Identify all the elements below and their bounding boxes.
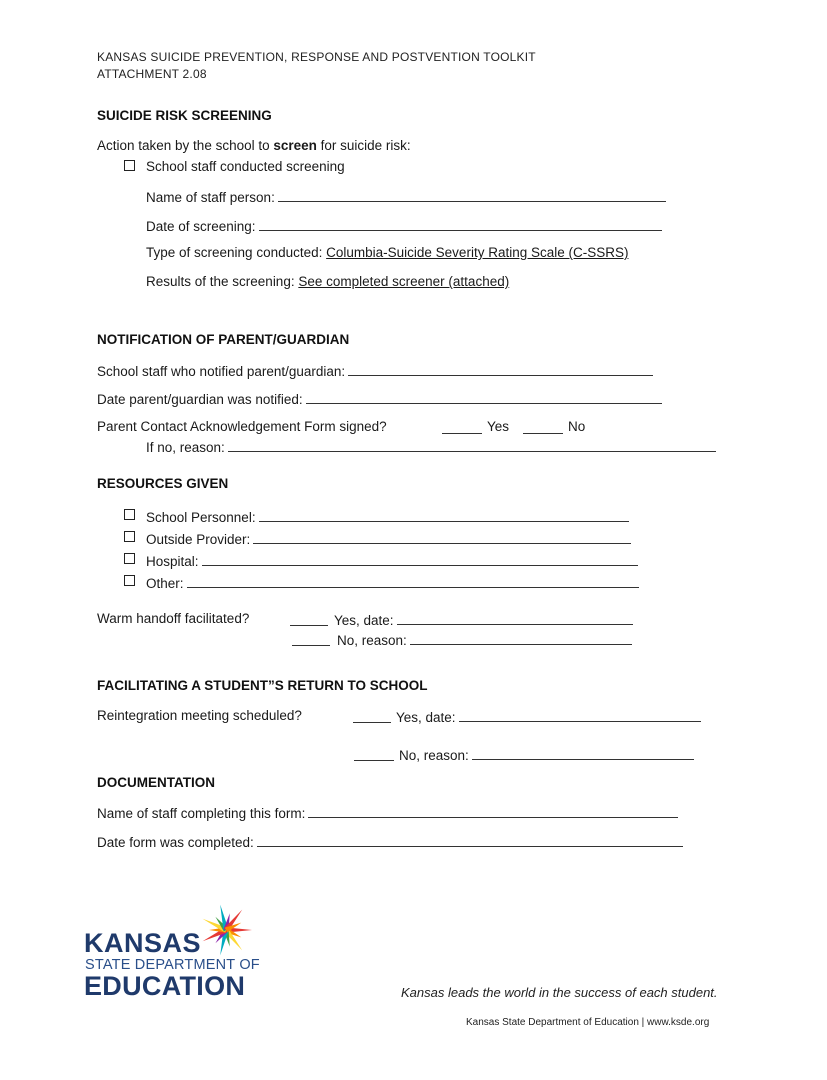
field-screening-date-input[interactable] <box>259 218 662 231</box>
field-staff-person-label: Name of staff person: <box>146 190 275 205</box>
resource-school-personnel-input[interactable] <box>259 509 629 522</box>
field-notification-date-label: Date parent/guardian was notified: <box>97 392 303 407</box>
field-no-reason-label: If no, reason: <box>146 440 225 455</box>
document-header-title: KANSAS SUICIDE PREVENTION, RESPONSE AND POSTVENTION TOOLKIT <box>97 50 536 64</box>
resource-other-label: Other: <box>146 576 184 591</box>
section-heading-resources: RESOURCES GIVEN <box>97 476 229 491</box>
field-screening-results-value: See completed screener (attached) <box>298 274 510 289</box>
section-heading-return: FACILITATING A STUDENT”S RETURN TO SCHOOL <box>97 678 428 693</box>
acknowledgement-no-blank[interactable] <box>523 421 563 434</box>
reintegration-yes-label: Yes, date: <box>396 710 456 725</box>
field-completion-date <box>97 834 683 850</box>
tagline: Kansas leads the world in the success of each student. <box>401 985 718 1000</box>
reintegration-no-label: No, reason: <box>399 748 469 763</box>
field-screening-date <box>146 218 662 234</box>
warm-handoff-yes-label: Yes, date: <box>334 613 394 628</box>
section-heading-documentation: DOCUMENTATION <box>97 775 215 790</box>
field-screening-results-label: Results of the screening: <box>146 274 299 289</box>
field-acknowledgement-form <box>97 420 387 434</box>
field-acknowledgement-form-label: Parent Contact Acknowledgement Form signed? <box>97 419 387 434</box>
checkbox-other[interactable] <box>124 575 135 586</box>
warm-handoff-no <box>337 632 632 648</box>
checkbox-staff-screening-label: School staff conducted screening <box>146 159 345 174</box>
resource-outside-provider <box>146 531 631 547</box>
field-notifying-staff-label: School staff who notified parent/guardian: <box>97 364 346 379</box>
screening-intro-bold: screen <box>273 138 317 153</box>
checkbox-outside-provider[interactable] <box>124 531 135 542</box>
ksde-logo <box>84 900 260 1001</box>
resource-other-input[interactable] <box>187 575 639 588</box>
screening-intro-pre: Action taken by the school to <box>97 138 274 153</box>
resource-other <box>146 575 639 591</box>
field-completing-staff-label: Name of staff completing this form: <box>97 806 306 821</box>
warm-handoff-yes-blank[interactable] <box>290 613 328 626</box>
field-screening-date-label: Date of screening: <box>146 219 256 234</box>
screening-intro <box>97 139 411 153</box>
resource-hospital-input[interactable] <box>202 553 638 566</box>
field-notification-date <box>97 391 662 407</box>
reintegration-yes-blank[interactable] <box>353 710 391 723</box>
field-screening-results <box>146 275 509 289</box>
reintegration-no-blank[interactable] <box>354 748 394 761</box>
field-completion-date-label: Date form was completed: <box>97 835 254 850</box>
field-no-reason <box>146 439 716 455</box>
warm-handoff-yes <box>334 612 633 628</box>
warm-handoff-label: Warm handoff facilitated? <box>97 611 250 626</box>
field-screening-type <box>146 246 628 260</box>
section-heading-screening: SUICIDE RISK SCREENING <box>97 108 272 123</box>
screening-intro-post: for suicide risk: <box>316 138 411 153</box>
section-heading-notification: NOTIFICATION OF PARENT/GUARDIAN <box>97 332 350 347</box>
acknowledgement-no-label: No <box>568 419 586 434</box>
resource-hospital <box>146 553 638 569</box>
acknowledgement-yes-label: Yes <box>487 419 510 434</box>
warm-handoff-reason-input[interactable] <box>410 632 632 645</box>
reintegration-reason-input[interactable] <box>472 747 694 760</box>
field-staff-person-input[interactable] <box>278 189 666 202</box>
resource-school-personnel-label: School Personnel: <box>146 510 256 525</box>
field-staff-person <box>146 189 666 205</box>
warm-handoff-no-blank[interactable] <box>292 633 330 646</box>
resource-school-personnel <box>146 509 629 525</box>
checkbox-staff-screening[interactable] <box>124 160 135 171</box>
document-header-attachment: ATTACHMENT 2.08 <box>97 67 207 81</box>
field-no-reason-input[interactable] <box>228 439 716 452</box>
field-notifying-staff <box>97 363 653 379</box>
field-completing-staff <box>97 805 678 821</box>
field-completing-staff-input[interactable] <box>308 805 678 818</box>
reintegration-date-input[interactable] <box>459 709 701 722</box>
resource-outside-provider-label: Outside Provider: <box>146 532 251 547</box>
field-notification-date-input[interactable] <box>306 391 662 404</box>
field-notifying-staff-input[interactable] <box>348 363 653 376</box>
logo-state-department: STATE DEPARTMENT OF <box>85 957 260 973</box>
footer-text: Kansas State Department of Education | www.ksde.org <box>466 1017 710 1028</box>
resource-hospital-label: Hospital: <box>146 554 199 569</box>
acknowledgement-yes-blank[interactable] <box>442 421 482 434</box>
checkbox-school-personnel[interactable] <box>124 509 135 520</box>
logo-education: EDUCATION <box>84 971 246 1001</box>
checkbox-hospital[interactable] <box>124 553 135 564</box>
field-completion-date-input[interactable] <box>257 834 683 847</box>
logo-kansas: KANSAS <box>84 928 202 958</box>
reintegration-yes <box>396 709 701 725</box>
reintegration-no <box>399 747 694 763</box>
reintegration-label: Reintegration meeting scheduled? <box>97 708 302 723</box>
warm-handoff-no-label: No, reason: <box>337 633 407 648</box>
field-screening-type-value: Columbia-Suicide Severity Rating Scale (C-SSRS) <box>326 245 629 260</box>
warm-handoff-date-input[interactable] <box>397 612 633 625</box>
resource-outside-provider-input[interactable] <box>253 531 631 544</box>
field-screening-type-label: Type of screening conducted: <box>146 245 327 260</box>
logo-starburst-icon <box>196 900 256 960</box>
